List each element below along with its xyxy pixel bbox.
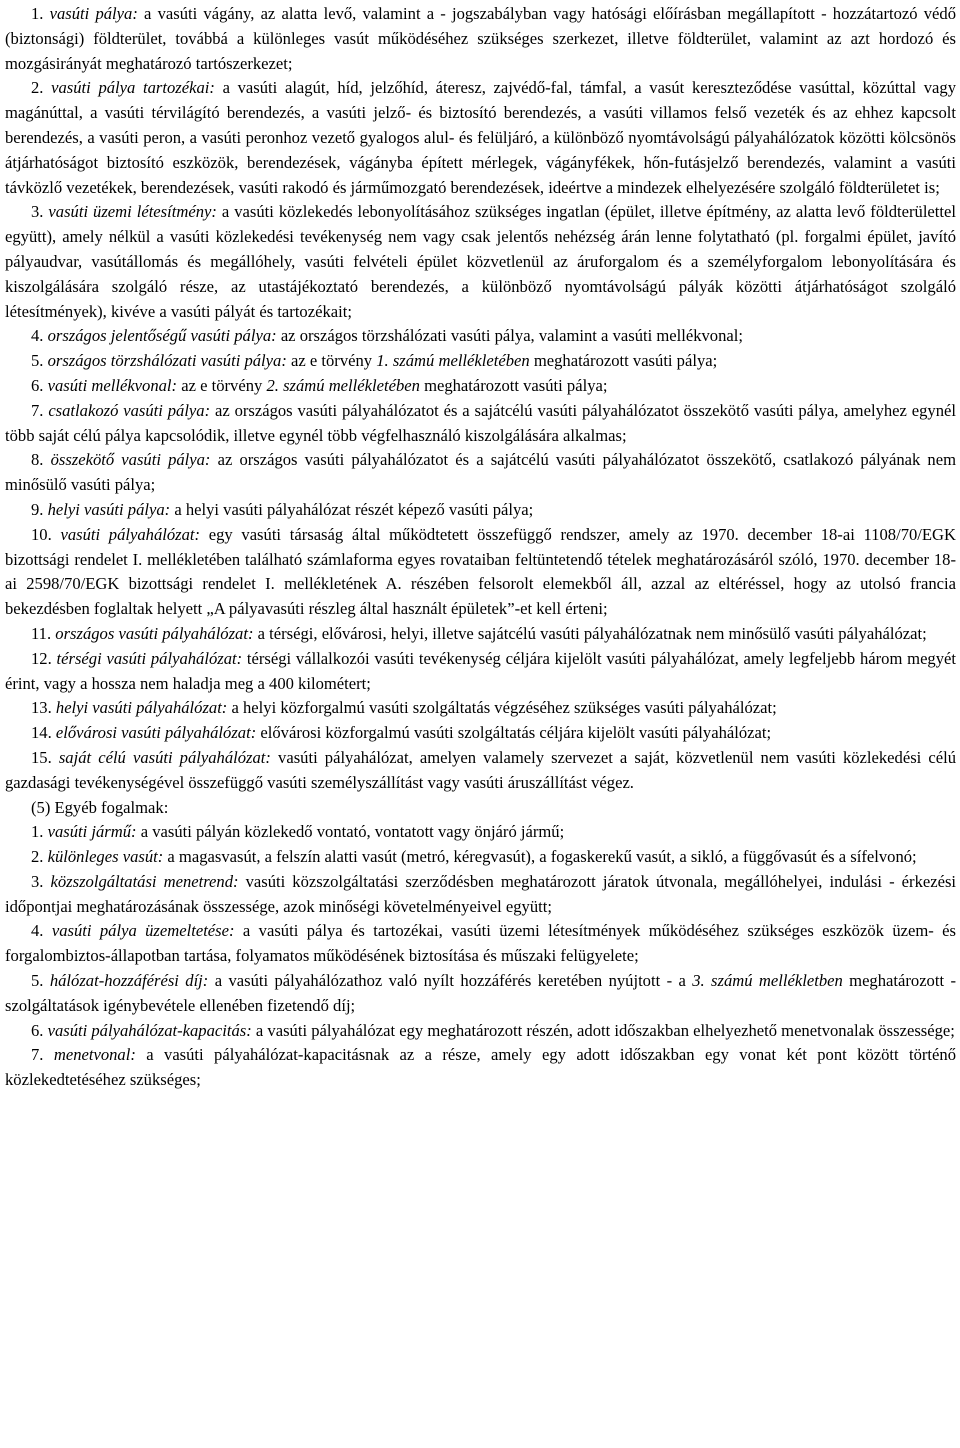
- defined-term: vasúti mellékvonal:: [47, 375, 178, 395]
- defined-term: vasúti pálya tartozékai:: [51, 78, 215, 98]
- definition-paragraph: [5, 76, 956, 200]
- paragraph-number: 1.: [31, 4, 50, 23]
- definition-paragraph: [5, 448, 956, 498]
- definition-paragraph: [5, 919, 956, 969]
- definition-paragraph: [5, 374, 956, 399]
- defined-term: elővárosi vasúti pályahálózat:: [55, 723, 257, 743]
- annex-reference: 3. számú mellékletben: [692, 971, 843, 991]
- paragraph-number: 10.: [31, 524, 61, 544]
- definition-paragraph: [5, 1019, 956, 1044]
- definition-text: a vasúti pályán közlekedő vontató, vontatott vagy önjáró jármű;: [136, 822, 565, 842]
- defined-term: országos vasúti pályahálózat:: [55, 623, 254, 643]
- defined-term: összekötő vasúti pálya:: [50, 450, 211, 470]
- definition-text: egy vasúti társaság által működtetett összefüggő rendszer, amely az 1970. december 18-ai 1108/70/EGK bizottsági rendelet I. mellékletében található számlaforma egyes rovataiban feltüntetendő tételek meghatározásáról szóló, 1970. december 18-ai 2598/70/EGK bizottsági rendelet I. mellékletének A. részében felsorolt elemekből áll, azzal az eltéréssel, hogy az utolsó francia bekezdésben foglaltak helyett „A pályavasúti részleg által használt épületek”-et kell érteni;: [5, 524, 956, 619]
- paragraph-number: 14.: [31, 723, 56, 743]
- definition-text: a vasúti pályahálózat egy meghatározott részén, adott időszakban elhelyezhető menetvonalak összessége;: [251, 1020, 955, 1040]
- paragraph-number: 2.: [31, 78, 52, 98]
- defined-term: vasúti pályahálózat-kapacitás:: [47, 1020, 252, 1040]
- definition-text: az országos vasúti pályahálózatot és a sajátcélú vasúti pályahálózatot összekötő, csatlakozó pályának nem minősülő vasúti pálya;: [5, 450, 956, 495]
- paragraph-number: 11.: [31, 623, 56, 643]
- paragraph-number: 5.: [31, 351, 48, 371]
- paragraph-number: 8.: [31, 450, 51, 470]
- definition-text: (5) Egyéb fogalmak:: [31, 797, 169, 817]
- paragraph-number: 3.: [31, 202, 49, 222]
- definition-paragraph: [5, 746, 956, 796]
- definition-paragraph: [5, 349, 956, 374]
- definition-text: a magasvasút, a felszín alatti vasút (metró, kéregvasút), a fogaskerekű vasút, a sikló, a függővasút és a sífelvonó;: [163, 847, 917, 867]
- paragraph-number: 3.: [31, 871, 51, 891]
- definition-paragraph: [5, 796, 956, 821]
- paragraph-number: 6.: [31, 375, 48, 395]
- definition-text: vasúti pályahálózat, amelyen valamely szervezet a saját, közvetlenül nem vasúti közlekedési célú gazdasági tevékenységével összefüggő vasúti személyszállítást vagy vasúti áruszállítást végez.: [5, 747, 957, 792]
- definition-paragraph: [5, 622, 956, 647]
- definition-paragraph: [5, 647, 956, 697]
- paragraph-number: 7.: [31, 400, 49, 420]
- definition-paragraph: [5, 523, 956, 622]
- definition-paragraph: [5, 498, 956, 523]
- definition-paragraph: [5, 820, 956, 845]
- definition-text: vasúti közszolgáltatási szerződésben meghatározott járatok útvonala, megállóhelyei, indulási - érkezési időpontjai meghatározásának összessége, azok minőségi követelményeivel együtt;: [5, 871, 957, 916]
- definition-text: térségi vállalkozói vasúti tevékenység céljára kijelölt vasúti pályahálózat, amely legfeljebb három megyét érint, vagy a hossza nem haladja meg a 400 kilométert;: [5, 648, 957, 693]
- definition-text-continued: meghatározott vasúti pálya;: [419, 375, 608, 395]
- defined-term: vasúti pályahálózat:: [60, 524, 201, 544]
- definition-text: az e törvény: [177, 375, 267, 395]
- defined-term: vasúti jármű:: [47, 822, 137, 842]
- definition-text: a vasúti pályahálózat-kapacitásnak az a része, amely egy adott időszakban egy vonat két pont között történő közlekedtetéséhez szükséges;: [5, 1045, 956, 1090]
- definition-paragraph: [5, 399, 956, 449]
- definition-text: az e törvény: [286, 351, 377, 371]
- definition-paragraph: [5, 721, 956, 746]
- paragraph-number: 12.: [31, 648, 57, 668]
- defined-term: saját célú vasúti pályahálózat:: [58, 747, 271, 767]
- definition-text: a helyi közforgalmú vasúti szolgáltatás végzéséhez szükséges vasúti pályahálózat;: [227, 698, 777, 718]
- definition-text: a helyi vasúti pályahálózat részét képező vasúti pálya;: [170, 499, 534, 519]
- defined-term: helyi vasúti pálya:: [47, 499, 171, 519]
- defined-term: különleges vasút:: [47, 847, 164, 867]
- definition-text-continued: meghatározott - szolgáltatások igénybevétele ellenében fizetendő díj;: [5, 971, 956, 1015]
- defined-term: hálózat-hozzáférési díj:: [49, 971, 209, 991]
- definition-text: a térségi, elővárosi, helyi, illetve sajátcélú vasúti pályahálózatnak nem minősülő vasúti pályahálózat;: [253, 623, 927, 643]
- definition-paragraph: [5, 2, 956, 76]
- defined-term: vasúti üzemi létesítmény:: [48, 202, 217, 222]
- definition-text-continued: meghatározott vasúti pálya;: [529, 351, 718, 371]
- defined-term: csatlakozó vasúti pálya:: [48, 400, 211, 420]
- defined-term: vasúti pálya:: [49, 4, 138, 23]
- definition-paragraph: [5, 200, 956, 324]
- definition-text: elővárosi közforgalmú vasúti szolgáltatás céljára kijelölt vasúti pályahálózat;: [256, 723, 772, 743]
- paragraph-number: 2.: [31, 847, 48, 867]
- defined-term: menetvonal:: [53, 1045, 136, 1065]
- defined-term: országos törzshálózati vasúti pálya:: [47, 351, 287, 371]
- definition-paragraph: [5, 1043, 956, 1093]
- defined-term: helyi vasúti pályahálózat:: [55, 698, 228, 718]
- paragraph-number: 5.: [31, 971, 50, 991]
- paragraph-number: 7.: [31, 1045, 54, 1065]
- definition-paragraph: [5, 324, 956, 349]
- paragraph-number: 9.: [31, 499, 48, 519]
- defined-term: vasúti pálya üzemeltetése:: [51, 921, 235, 941]
- definition-text: a vasúti vágány, az alatta levő, valamint a - jogszabályban vagy hatósági előírásban megállapított - hozzátartozó védő (biztonsági) földterület, továbbá a különleges vasút működéséhez szükséges szerkezet, illetve földterület, valamint az azt hordozó és mozgásirányát meghatározó tartószerkezet;: [5, 4, 957, 73]
- definition-text: az országos törzshálózati vasúti pálya, valamint a vasúti mellékvonal;: [276, 326, 743, 346]
- paragraph-number: 15.: [31, 747, 59, 767]
- paragraph-number: 4.: [31, 921, 52, 941]
- annex-reference: 1. számú mellékletében: [376, 351, 530, 371]
- defined-term: térségi vasúti pályahálózat:: [56, 648, 243, 668]
- definition-paragraph: [5, 870, 956, 920]
- defined-term: országos jelentőségű vasúti pálya:: [47, 326, 277, 346]
- paragraph-number: 6.: [31, 1020, 48, 1040]
- paragraph-number: 1.: [31, 822, 48, 842]
- definition-paragraph: [5, 969, 956, 1019]
- definition-paragraph: [5, 845, 956, 870]
- paragraph-number: 13.: [31, 698, 56, 718]
- paragraph-number: 4.: [31, 326, 48, 346]
- definition-text: a vasúti alagút, híd, jelzőhíd, áteresz, zajvédő-fal, támfal, a vasút kereszteződése vasúttal, közúttal vagy magánúttal, a vasúti térvilágító berendezés, a vasúti jelző- és biztosító berendezés, a vasúti villamos felső vezeték és az ehhez kapcsolt berendezés, a vasúti peron, a vasúti peronhoz vezető gyalogos alul- és felüljáró, a különböző nyomtávolságú pályahálózatok közötti kölcsönös átjárhatóságot biztosító eszközök, berendezések, vágányba épített mérlegek, vágányfékek, hőn-futásjelző berendezés, valamint a vasúti távközlő vezetékek, berendezések, vasúti rakodó és járműmozgató berendezések, ideértve a mindezek elhelyezésére szolgáló földterületet is;: [5, 78, 956, 197]
- definition-text: az országos vasúti pályahálózatot és a sajátcélú vasúti pályahálózatot összekötő vasúti pálya, amelyhez egynél több saját célú pálya kapcsolódik, illetve egynél több végfelhasználó kiszolgálására alkalmas;: [5, 400, 956, 445]
- definition-text: a vasúti pálya és tartozékai, vasúti üzemi létesítmények működéséhez szükséges eszközök üzem- és forgalombiztos-állapotban tartása, folyamatos működésének biztosítása és műszaki felügyelete;: [5, 921, 956, 966]
- definition-text: a vasúti közlekedés lebonyolításához szükséges ingatlan (épület, illetve építmény, az alatta levő földterülettel együtt), amely nélkül a vasúti közlekedési tevékenység nem vagy csak jelentős nehézség árán lenne folytatható (pl. forgalmi épület, javító pályaudvar, vasútállomás és megállóhely, vasúti felvételi épület közvetlenül az áruforgalom és a személyforgalom lebonyolítására és kiszolgálására szolgáló része, az utastájékoztató berendezés, a különböző nyomtávolságú pályák közötti átjárhatóságot szolgáló létesítmények), kivéve a vasúti pályát és tartozékait;: [5, 202, 956, 321]
- definition-text: a vasúti pályahálózathoz való nyílt hozzáférés keretében nyújtott - a: [208, 971, 693, 991]
- definition-paragraph: [5, 696, 956, 721]
- annex-reference: 2. számú mellékletében: [266, 375, 420, 395]
- defined-term: közszolgáltatási menetrend:: [50, 871, 239, 891]
